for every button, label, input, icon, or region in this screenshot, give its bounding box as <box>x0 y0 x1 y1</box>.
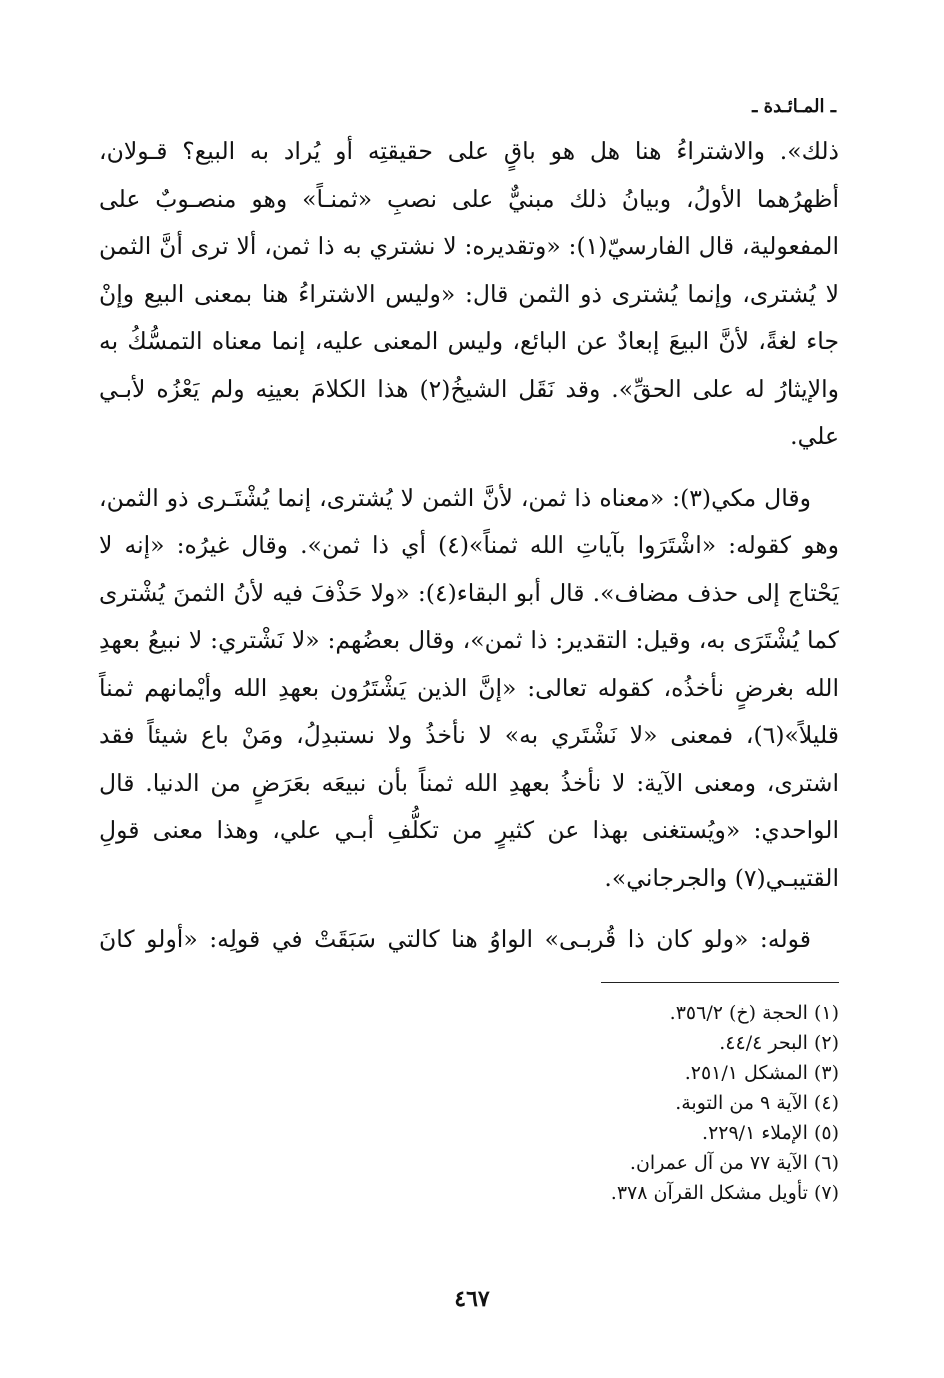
running-head: ـ المـائـدة ـ <box>752 96 836 117</box>
footnote-6: (٦) الآية ٧٧ من آل عمران. <box>629 1152 839 1174</box>
main-text <box>99 128 839 964</box>
footnote-3: (٣) المشكل ٢٥١/١. <box>684 1062 839 1084</box>
footnote-4: (٤) الآية ٩ من التوبة. <box>675 1092 839 1114</box>
footnote-7: (٧) تأويل مشكل القرآن ٣٧٨. <box>610 1182 839 1204</box>
paragraph-3: قوله: «ولو كان ذا قُربـى» الواوُ هنا كالتي سَبَقَتْ في قولِه: «أولو كانَ <box>99 925 811 953</box>
footnote-separator <box>601 982 839 983</box>
footnote-2: (٢) البحر ٤٤/٤. <box>719 1032 839 1054</box>
paragraph-1: ذلك». والاشتراءُ هنا هل هو باقٍ على حقيقتِه أو يُراد به البيع؟ قـولان، أظهرُهما الأولُ، وبيانُ ذلك مبنيٌّ على نصبِ «ثمنـاً» وهو منصـوبٌ على المفعولية، قال الفارسيّ(١): «وتقديره: لا نشتري به ذا ثمن، ألا ترى أنَّ الثمن لا يُشترى، وإنما يُشترى ذو الثمن قال: «وليس الاشتراءُ هنا بمعنى البيع وإنْ جاء لغةً، لأنَّ البيعَ إبعادٌ عن البائع، وليس المعنى عليه، إنما معناه التمسُّكُ به والإيثارُ له على الحقِّ». وقد نَقَل الشيخُ(٢) هذا الكلامَ بعينِه ولم يَعْزُه لأبـي علي. <box>99 137 839 450</box>
page-number: ٤٦٧ <box>454 1286 490 1312</box>
footnote-5: (٥) الإملاء ٢٢٩/١. <box>702 1122 839 1144</box>
footnote-1: (١) الحجة (خ) ٣٥٦/٢. <box>669 1002 839 1024</box>
paragraph-2: وقال مكي(٣): «معناه ذا ثمن، لأنَّ الثمن لا يُشترى، إنما يُشْتَـرى ذو الثمن، وهو كقوله: «اشْتَرَوا بآياتِ الله ثمناً»(٤) أي ذا ثمن». وقال غيرُه: «إنه لا يَحْتاج إلى حذف مضاف». قال أبو البقاء(٤): «ولا حَذْفَ فيه لأنُ الثمنَ يُشْترى كما يُشْتَرَى به، وقيل: التقدير: ذا ثمن»، وقال بعضُهم: «لا نَشْتري: لا نبيعُ بعهدِ الله بغرضٍ نأخذُه، كقوله تعالى: «إنَّ الذين يَشْتَرُون بعهدِ الله وأيْمانهم ثمناً قليلاً»(٦)، فمعنى «لا نَشْتَري به» لا نأخذُ ولا نستبدِلُ، ومَنْ باع شيئاً فقد اشترى، ومعنى الآية: لا نأخذُ بعهدِ الله ثمناً بأن نبيعَه بعَرَضٍ من الدنيا. قال الواحدي: «ويُستغنى بهذا عن كثيرٍ من تكلُّفِ أبـي علي، وهذا معنى قولِ القتيبـي(٧) والجرجاني». <box>99 483 839 892</box>
footnotes-list <box>239 998 839 1208</box>
